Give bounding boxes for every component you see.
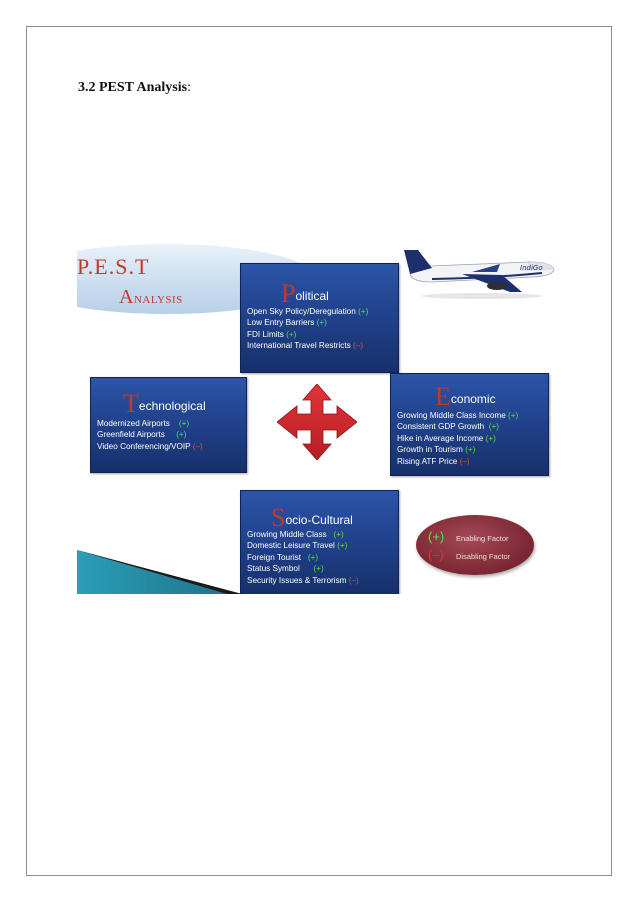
disabling-sign: (–) bbox=[459, 456, 470, 466]
legend-ellipse bbox=[416, 515, 534, 575]
enabling-sign: (+) bbox=[316, 318, 327, 328]
legend-disabling-label: Disabling Factor bbox=[456, 552, 511, 561]
list-item bbox=[247, 575, 359, 586]
enabling-sign: (+) bbox=[465, 445, 476, 455]
list-item bbox=[397, 421, 518, 432]
item-text: Status Symbol bbox=[247, 564, 300, 574]
socio-cultural-title bbox=[271, 503, 353, 532]
list-item bbox=[247, 529, 359, 540]
list-item bbox=[247, 329, 368, 340]
title-analysis bbox=[119, 286, 183, 309]
list-item bbox=[397, 433, 518, 444]
socio-cultural-initial: S bbox=[271, 503, 286, 532]
four-way-arrow-icon bbox=[277, 384, 357, 460]
section-heading-text: 3.2 PEST Analysis bbox=[78, 80, 188, 95]
list-item bbox=[247, 552, 359, 563]
disabling-sign: (–) bbox=[348, 575, 359, 585]
list-item bbox=[247, 340, 368, 351]
item-text: Foreign Tourist bbox=[247, 552, 302, 562]
item-text: Open Sky Policy/Deregulation bbox=[247, 307, 356, 316]
political-initial: P bbox=[281, 279, 296, 308]
item-text: Modernized Airports bbox=[97, 419, 170, 428]
political-title bbox=[281, 279, 329, 308]
enabling-sign: (+) bbox=[307, 552, 319, 562]
item-text: International Travel Restricts bbox=[247, 341, 351, 351]
list-item bbox=[247, 306, 368, 317]
list-item bbox=[97, 441, 203, 452]
list-item bbox=[397, 456, 518, 467]
title-analysis-rest: NALYSIS bbox=[133, 294, 183, 306]
enabling-sign: (+) bbox=[358, 307, 369, 316]
item-text: Domestic Leisure Travel bbox=[247, 541, 335, 551]
item-text: FDI Limits bbox=[247, 329, 284, 339]
enabling-sign: (+) bbox=[333, 530, 344, 539]
list-item bbox=[397, 444, 518, 455]
title-analysis-initial: A bbox=[119, 286, 134, 308]
list-item bbox=[247, 563, 359, 574]
item-text: Growing Middle Class Income bbox=[397, 411, 506, 420]
technological-initial: T bbox=[123, 389, 139, 418]
enabling-sign: (+) bbox=[508, 411, 519, 420]
enabling-sign: (+) bbox=[286, 329, 297, 339]
economic-box bbox=[390, 373, 549, 476]
pest-diagram bbox=[77, 240, 559, 594]
technological-box bbox=[90, 377, 247, 473]
section-heading-colon: : bbox=[187, 80, 191, 95]
technological-items bbox=[97, 418, 203, 452]
decorative-swoosh bbox=[77, 540, 242, 594]
item-text: Rising ATF Price bbox=[397, 456, 458, 466]
technological-title-rest: echnological bbox=[138, 399, 206, 413]
legend-enabling-sign: (+) bbox=[428, 529, 445, 544]
enabling-sign: (+) bbox=[313, 564, 324, 574]
socio-cultural-box bbox=[240, 490, 399, 594]
economic-title-rest: conomic bbox=[450, 392, 496, 406]
political-box bbox=[240, 263, 399, 373]
economic-title bbox=[435, 382, 496, 411]
item-text: Growth in Tourism bbox=[397, 445, 463, 455]
item-text: Video Conferencing/VOIP bbox=[97, 441, 191, 451]
enabling-sign: (+) bbox=[337, 541, 348, 551]
item-text: Hike in Average Income bbox=[397, 433, 484, 443]
list-item bbox=[247, 317, 368, 328]
list-item bbox=[247, 540, 359, 551]
political-title-rest: olitical bbox=[295, 289, 329, 303]
svg-text:IndiGo: IndiGo bbox=[520, 264, 543, 272]
item-text: Consistent GDP Growth bbox=[397, 422, 485, 432]
socio-cultural-title-rest: ocio-Cultural bbox=[285, 513, 353, 527]
airplane-image bbox=[402, 244, 557, 302]
technological-title bbox=[123, 389, 206, 418]
enabling-sign: (+) bbox=[485, 433, 496, 443]
disabling-sign: (–) bbox=[192, 441, 203, 451]
item-text: Greenfield Airports bbox=[97, 430, 165, 440]
list-item bbox=[397, 410, 518, 421]
economic-initial: E bbox=[435, 382, 451, 411]
title-pest: P.E.S.T bbox=[77, 254, 150, 279]
political-items bbox=[247, 306, 368, 352]
section-heading bbox=[78, 80, 191, 96]
socio-cultural-items bbox=[247, 529, 359, 586]
legend-disabling-sign: (–) bbox=[428, 547, 444, 562]
legend-enabling-label: Enabling Factor bbox=[456, 534, 509, 543]
enabling-sign: (+) bbox=[178, 419, 190, 428]
list-item bbox=[97, 418, 203, 429]
item-text: Low Entry Barriers bbox=[247, 318, 315, 328]
economic-items bbox=[397, 410, 518, 467]
enabling-sign: (+) bbox=[488, 422, 500, 432]
enabling-sign: (+) bbox=[176, 430, 187, 440]
disabling-sign: (–) bbox=[353, 341, 364, 351]
item-text: Growing Middle Class bbox=[247, 530, 327, 539]
list-item bbox=[97, 429, 203, 440]
item-text: Security Issues & Terrorism bbox=[247, 575, 347, 585]
